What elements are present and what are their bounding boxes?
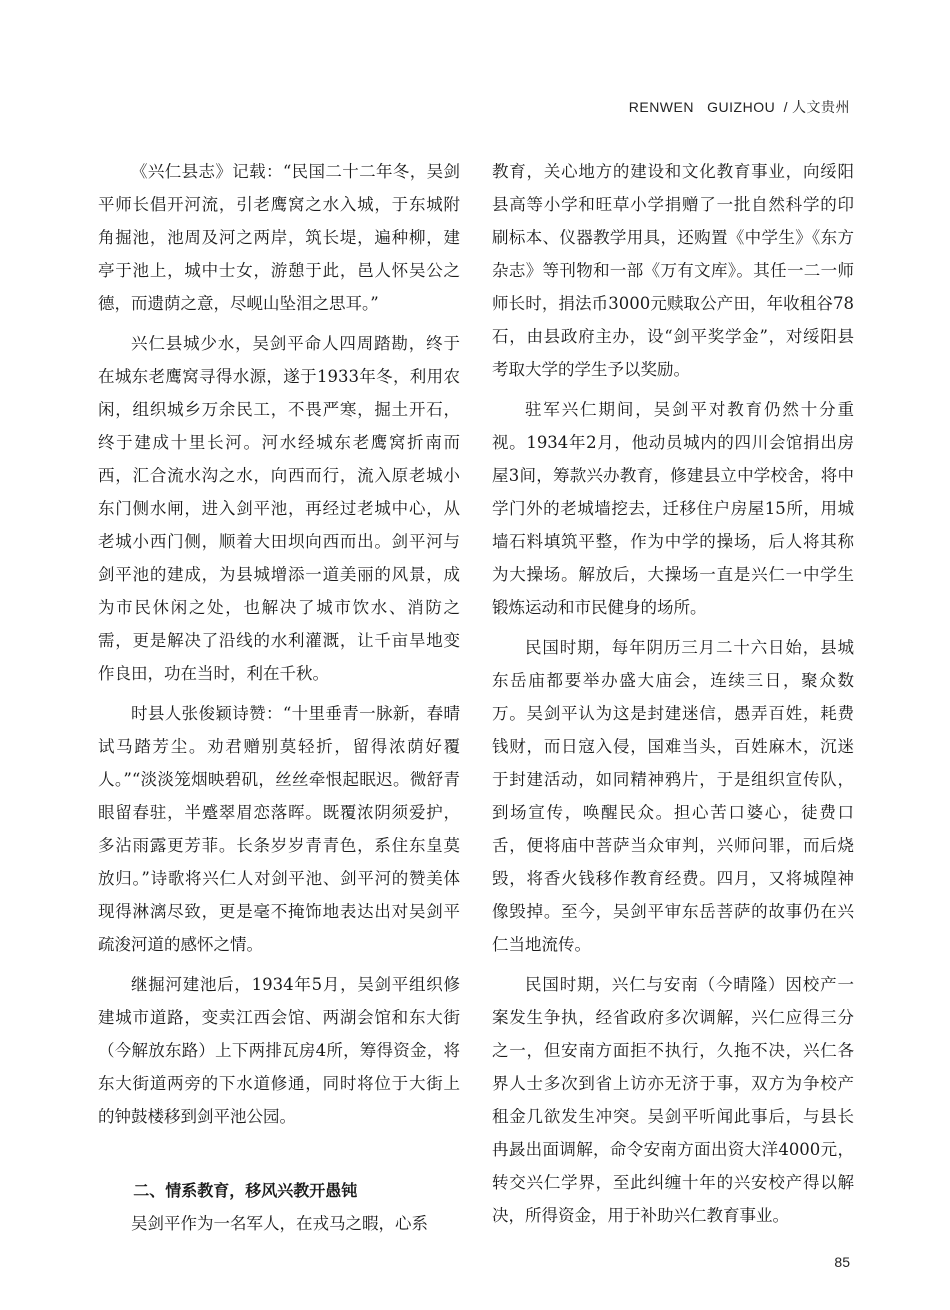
- paragraph: 驻军兴仁期间，吴剑平对教育仍然十分重视。1934年2月，他动员城内的四川会馆捐出房屋3间，筹款兴办教育，修建县立中学校舍，将中学门外的老城墙挖去，迁移住户房屋15所，用城墙石料填筑平整，作为中学的操场，后人将其称为大操场。解放后，大操场一直是兴仁一中学生锻炼运动和市民健身的场所。: [492, 400, 854, 617]
- right-column: [492, 155, 854, 1232]
- paragraph: 时县人张俊颖诗赞：“十里垂青一脉新，春晴试马踏芳尘。劝君赠别莫轻折，留得浓荫好覆人。”“淡淡笼烟映碧矶，丝丝牵恨起眠迟。微舒青眼留春驻，半蹙翠眉恋落晖。既覆浓阴须爱护，多沾雨露更芳菲。长条岁岁青青色，系住东皇莫放归。”诗歌将兴仁人对剑平池、剑平河的赞美体现得淋漓尽致，更是毫不掩饰地表达出对吴剑平疏浚河道的感怀之情。: [98, 704, 460, 954]
- section-heading: 二、情系教育，移风兴教开愚钝: [133, 1181, 358, 1200]
- paragraph: 民国时期，兴仁与安南（今晴隆）因校产一案发生争执，经省政府多次调解，兴仁应得三分之一，但安南方面拒不执行，久拖不决，兴仁各界人士多次到省上访亦无济于事，双方为争校产租金几欲发生冲突。吴剑平听闻此事后，与县长冉晸出面调解，命令安南方面出资大洋4000元，转交兴仁学界，至此纠缠十年的兴安校产得以解决，所得资金，用于补助兴仁教育事业。: [492, 975, 854, 1225]
- paragraph: 民国时期，每年阴历三月二十六日始，县城东岳庙都要举办盛大庙会，连续三日，聚众数万。吴剑平认为这是封建迷信，愚弄百姓，耗费钱财，而日寇入侵，国难当头，百姓麻木，沉迷于封建活动，如同精神鸦片，于是组织宣传队，到场宣传，唤醒民众。担心苦口婆心，徒费口舌，便将庙中菩萨当众审判，兴师问罪，而后烧毁，将香火钱移作教育经费。四月，又将城隍神像毁掉。至今，吴剑平审东岳菩萨的故事仍在兴仁当地流传。: [492, 638, 854, 954]
- paragraph: 兴仁县城少水，吴剑平命人四周踏勘，终于在城东老鹰窝寻得水源，遂于1933年冬，利用农闲，组织城乡万余民工，不畏严寒，掘土开石，终于建成十里长河。河水经城东老鹰窝折南而西，汇合流水沟之水，向西而行，流入原老城小东门侧水闸，进入剑平池，再经过老城中心，从老城小西门侧，顺着大田坝向西而出。剑平河与剑平池的建成，为县城增添一道美丽的风景，成为市民休闲之处，也解决了城市饮水、消防之需，更是解决了沿线的水利灌溉，让千亩旱地变作良田，功在当时，利在千秋。: [98, 334, 460, 683]
- paragraph: 《兴仁县志》记载：“民国二十二年冬，吴剑平师长倡开河流，引老鹰窝之水入城，于东城附角掘池，池周及河之两岸，筑长堤，遍种柳，建亭于池上，城中士女，游憩于此，邑人怀吴公之德，而遗荫之意，尽岘山坠泪之思耳。”: [98, 162, 460, 313]
- paragraph-continuation: 教育，关心地方的建设和文化教育事业，向绥阳县高等小学和旺草小学捐赠了一批自然科学的印刷标本、仪器教学用具，还购置《中学生》《东方杂志》等刊物和一部《万有文库》。其任一二一师师长时，捐法币3000元赎取公产田，年收租谷78石，由县政府主办，设“剑平奖学金”，对绥阳县考取大学的学生予以奖励。: [492, 162, 854, 379]
- paragraph: 吴剑平作为一名军人，在戎马之暇，心系: [131, 1214, 428, 1233]
- header-text-renwen: RENWEN: [628, 99, 694, 115]
- left-column: [98, 155, 460, 1240]
- page-number: 85: [834, 1254, 850, 1270]
- header-text-guizhou: GUIZHOU: [707, 99, 776, 115]
- header-separator: /: [783, 99, 788, 115]
- running-header: [629, 97, 850, 117]
- paragraph: 继掘河建池后，1934年5月，吴剑平组织修建城市道路，变卖江西会馆、两湖会馆和东大街（今解放东路）上下两排瓦房4所，筹得资金，将东大街道两旁的下水道修通，同时将位于大街上的钟鼓楼移到剑平池公园。: [98, 975, 460, 1126]
- header-text-chinese: 人文贵州: [792, 99, 850, 115]
